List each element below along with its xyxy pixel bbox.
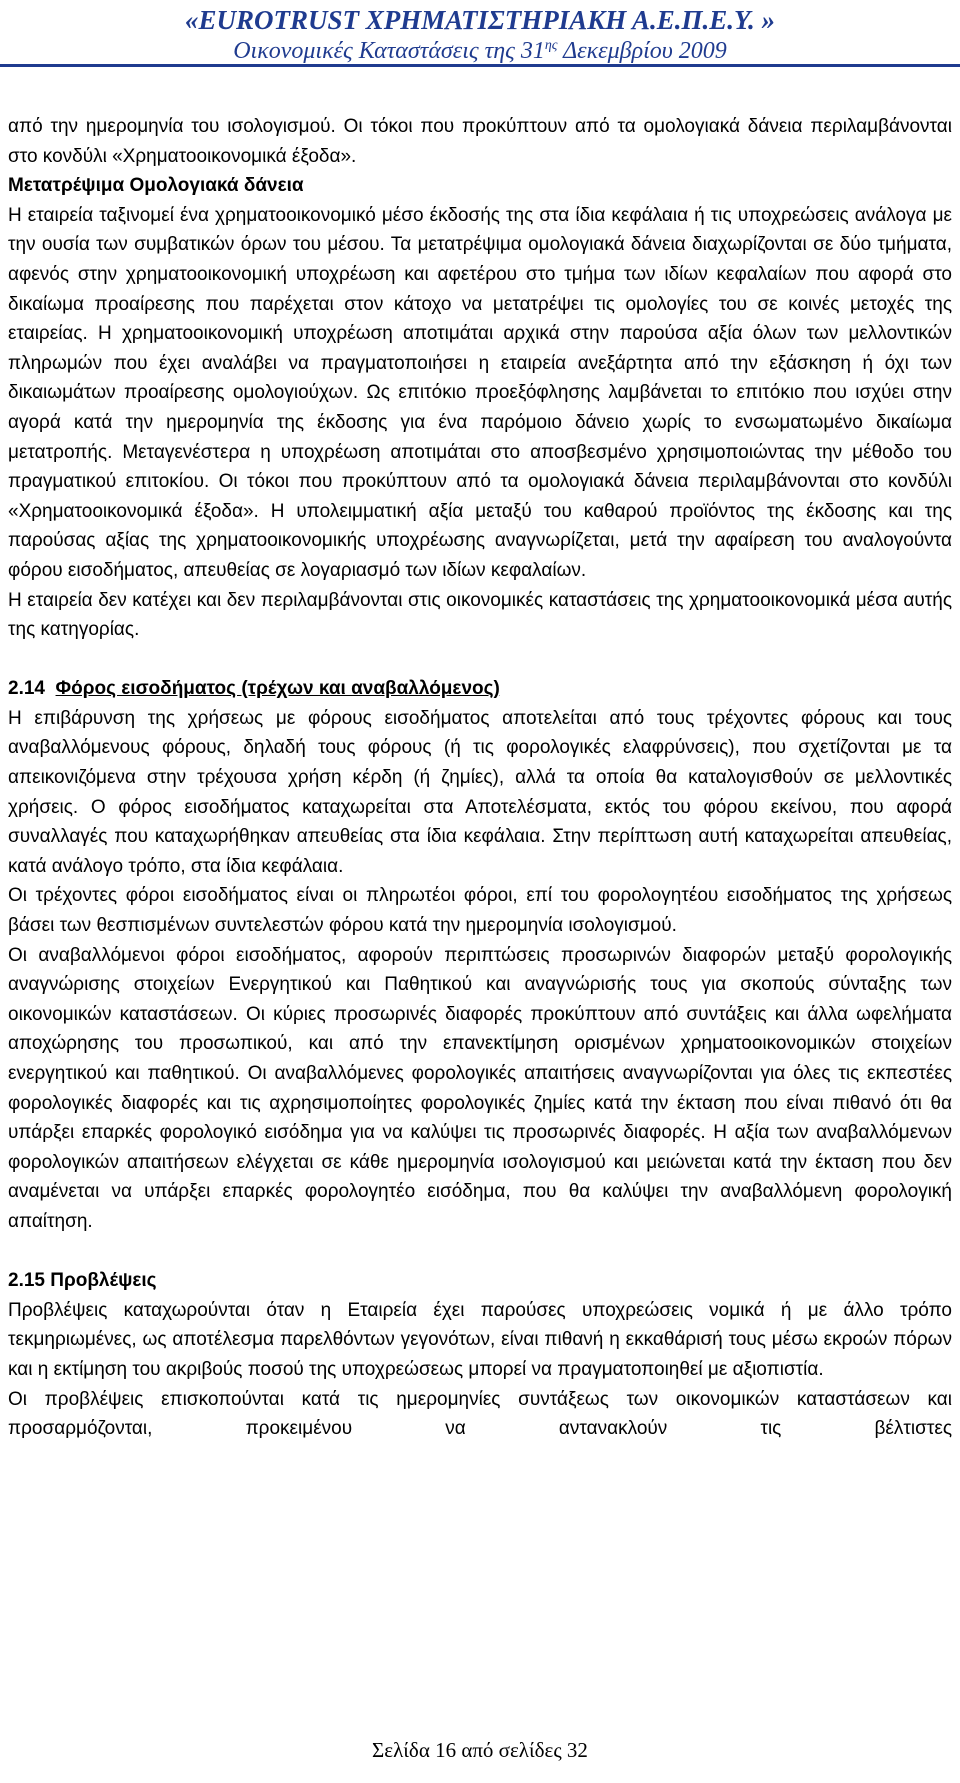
income-tax-paragraph-2: Οι τρέχοντες φόροι εισοδήματος είναι οι πληρωτέοι φόροι, επί του φορολογητέου εισοδήματος της χρήσεως βάσει των θεσπισμένων συντελεστών φόρου κατά την ημερομηνία ισολογισμού. <box>8 885 952 937</box>
intro-paragraph: από την ημερομηνία του ισολογισμού. Οι τόκοι που προκύπτουν από τα ομολογιακά δάνεια περιλαμβάνονται στο κονδύλι «Χρηματοοικονομικά έξοδα». <box>8 116 952 167</box>
section-spacer <box>8 1237 952 1267</box>
section-2-15-heading: 2.15 Προβλέψεις <box>8 1270 157 1292</box>
convertible-bonds-paragraph: Η εταιρεία ταξινομεί ένα χρηματοοικονομικό μέσο έκδοσής της στα ίδια κεφάλαια ή τις υποχρεώσεις ανάλογα με την ουσία των συμβατικών όρων του μέσου. Τα μετατρέψιμα ομολογιακά δάνεια διαχωρίζονται σε δύο τμήματα, αφενός στην χρηματοοικονομική υποχρέωση και αφετέρου στο τμήμα των ιδίων κεφαλαίων που αφορά στο δικαίωμα προαίρεσης που παρέχεται στον κάτοχο να μετατρέψει τις ομολογίες του σε κοινές μετοχές της εταιρείας. Η χρηματοοικονομική υποχρέωση αποτιμάται αρχικά στην παρούσα αξία όλων των μελλοντικών πληρωμών που έχει αναλάβει να πραγματοποιήσει η εταιρεία ανεξάρτητα από την εξάσκηση ή όχι των δικαιωμάτων προαίρεσης ομολογιούχων. Ως επιτόκιο προεξόφλησης λαμβάνεται το επιτόκιο που ισχύει στην αγορά κατά την ημερομηνία της έκδοσης για ένα παρόμοιο δάνειο χωρίς το ενσωματωμένο δικαίωμα μετατροπής. Μεταγενέστερα η υποχρέωση αποτιμάται στο αποσβεσμένο χρησιμοποιώντας την μέθοδο του πραγματικού επιτοκίου. Οι τόκοι που προκύπτουν από τα ομολογιακά δάνεια περιλαμβάνονται στο κονδύλι «Χρηματοοικονομικά έξοδα». Η υπολειμματική αξία μεταξύ του καθαρού προϊόντος της έκδοσης και της παρούσας αξίας της χρηματοοικονομικής υποχρέωσης αναγνωρίζεται, μετά την αφαίρεση του αναλογούντα φόρου εισοδήματος, απευθείας σε λογαριασμό των ιδίων κεφαλαίων. <box>8 204 952 581</box>
section-2-14-number: 2.14 <box>8 678 45 700</box>
subtitle-superscript: ης <box>544 38 558 53</box>
company-title: «EUROTRUST ΧΡΗΜΑΤΙΣΤΗΡΙΑΚΗ Α.Ε.Π.Ε.Υ. » <box>184 5 776 35</box>
report-subtitle <box>0 36 960 66</box>
header-divider <box>0 64 960 67</box>
provisions-paragraph-1: Προβλέψεις καταχωρούνται όταν η Εταιρεία έχει παρούσες υποχρεώσεις νομικά ή με άλλο τρόπο τεκμηριωμένες, ως αποτέλεσμα παρελθόντων γεγονότων, είναι πιθανή η εκκαθάρισή τους μέσω εκροών πόρων και η εκτίμηση του ακριβούς ποσού της υποχρεώσεως μπορεί να πραγματοποιηθεί με αξιοπιστία. <box>8 1299 952 1380</box>
convertible-bonds-heading: Μετατρέψιμα Ομολογιακά δάνεια <box>8 175 304 197</box>
page-header <box>0 4 960 66</box>
provisions-paragraph-2: Οι προβλέψεις επισκοπούνται κατά τις ημερομηνίες συντάξεως των οικονομικών καταστάσεων και προσαρμόζονται, προκειμένου να αντανακλούν τις βέλτιστες <box>8 1388 952 1440</box>
section-2-14-heading <box>8 674 952 704</box>
income-tax-paragraph-3: Οι αναβαλλόμενοι φόροι εισοδήματος, αφορούν περιπτώσεις προσωρινών διαφορών μεταξύ φορολογικής αναγνώρισης στοιχείων Ενεργητικού και Παθητικού και αναγνώρισής τους για σκοπούς σύνταξης των οικονομικών καταστάσεων. Οι κύριες προσωρινές διαφορές προκύπτουν από συντάξεις και άλλα ωφελήματα αποχώρησης του προσωπικού, και από την επανεκτίμηση ορισμένων χρηματοοικονομικών στοιχείων ενεργητικού και παθητικού. Οι αναβαλλόμενες φορολογικές απαιτήσεις αναγνωρίζονται για όλες τις εκπεστέες φορολογικές διαφορές και τις αχρησιμοποίητες φορολογικές ζημίες κατά την έκταση που είναι πιθανό ότι θα υπάρξει επαρκές φορολογικό εισόδημα για να καλύψει τις προσωρινές διαφορές. Η αξία των αναβαλλόμενων φορολογικών απαιτήσεων ελέγχεται σε κάθε ημερομηνία ισολογισμού και μειώνεται κατά την έκταση που δεν αναμένεται να υπάρξει επαρκές φορολογητέο εισόδημα, που θα καλύψει την αναβαλλόμενη φορολογική απαίτηση. <box>8 944 952 1232</box>
page-footer: Σελίδα 16 από σελίδες 32 <box>372 1738 588 1762</box>
section-spacer <box>8 645 952 675</box>
subtitle-text: Οικονομικές Καταστάσεις της 31 <box>233 38 545 64</box>
document-body <box>8 112 952 1444</box>
section-2-14-title: Φόρος εισοδήματος (τρέχων και αναβαλλόμενος) <box>55 678 500 700</box>
subtitle-date: Δεκεμβρίου 2009 <box>557 38 727 64</box>
income-tax-paragraph-1: Η επιβάρυνση της χρήσεως με φόρους εισοδήματος αποτελείται από τους τρέχοντες φόρους και τους αναβαλλόμενους φόρους, δηλαδή τους φόρους (ή τις φορολογικές ελαφρύνσεις), που σχετίζονται με τα απεικονιζόμενα στην τρέχουσα χρήση κέρδη (ή ζημίες), αλλά τα οποία θα καταλογισθούν σε μελλοντικές χρήσεις. Ο φόρος εισοδήματος καταχωρείται στα Αποτελέσματα, εκτός του φόρου εκείνου, που αφορά συναλλαγές που καταχωρήθηκαν απευθείας στα ίδια κεφάλαια. Στην περίπτωση αυτή καταχωρείται απευθείας, κατά ανάλογο τρόπο, στα ίδια κεφάλαια. <box>8 707 952 877</box>
not-held-paragraph: Η εταιρεία δεν κατέχει και δεν περιλαμβάνονται στις οικονομικές καταστάσεις της χρηματοοικονομικά μέσα αυτής της κατηγορίας. <box>8 589 952 641</box>
